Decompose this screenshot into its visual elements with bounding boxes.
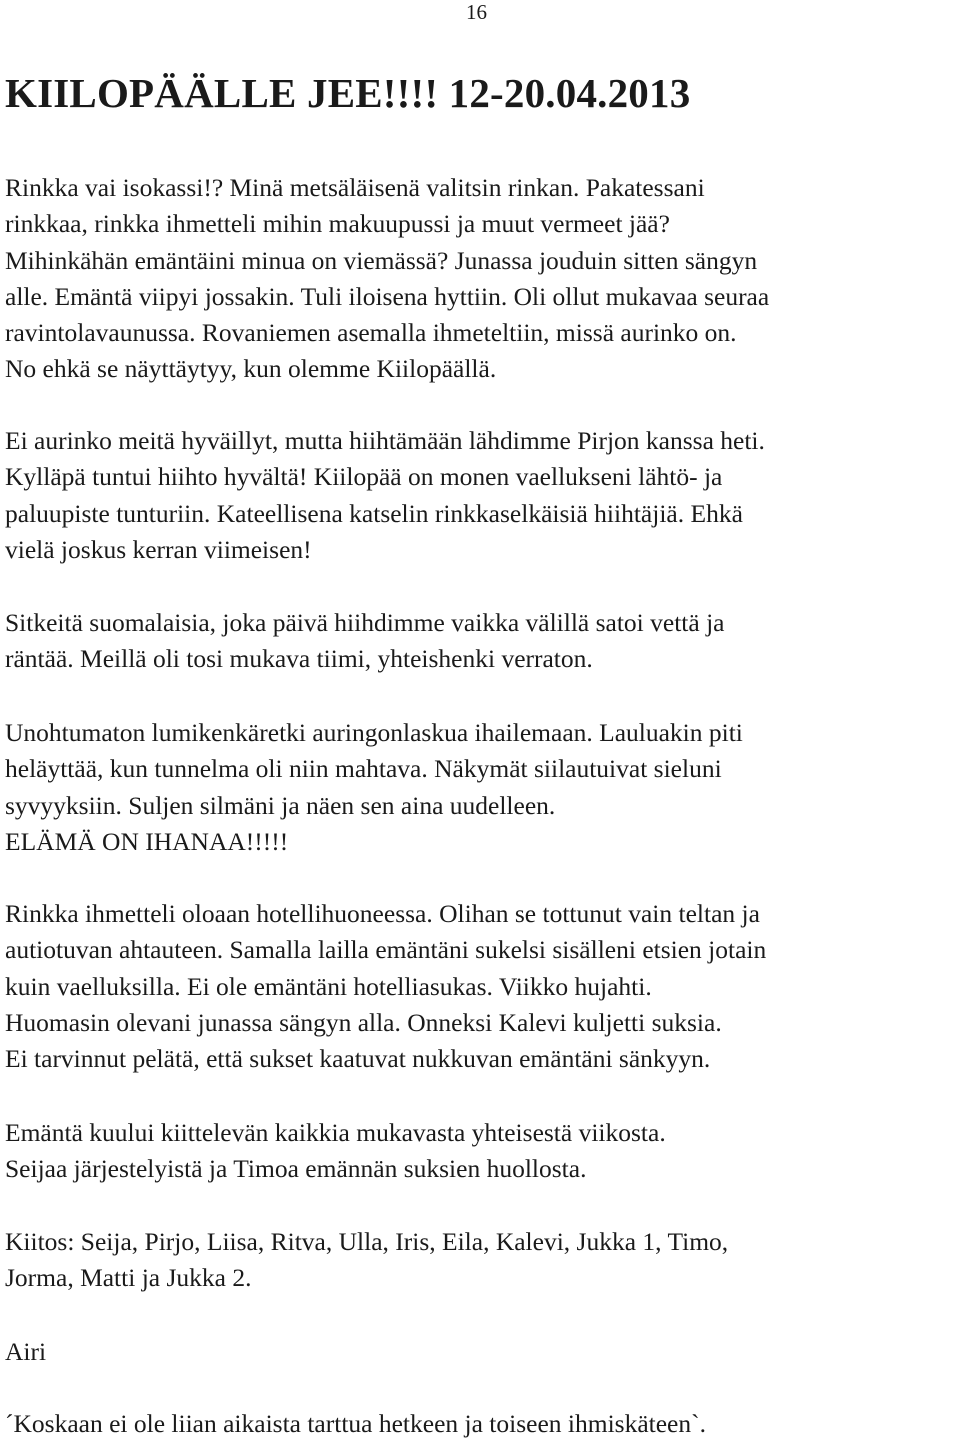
text-line: Mihinkähän emäntäini minua on viemässä? Junassa jouduin sitten sängyn — [5, 245, 758, 275]
paragraph-snowshoe — [5, 715, 957, 860]
text-line: Unohtumaton lumikenkäretki auringonlaskua ihailemaan. Lauluakin piti — [5, 718, 743, 747]
text-line: Rinkka ihmetteli oloaan hotellihuoneessa. Olihan se tottunut vain teltan ja — [5, 899, 760, 928]
text-line: Rinkka vai isokassi!? Minä metsäläisenä valitsin rinkan. Pakatessani — [5, 173, 705, 202]
text-line: Emäntä kuului kiittelevän kaikkia mukavasta yhteisestä viikosta. — [5, 1118, 666, 1147]
text-line: No ehkä se näyttäytyy, kun olemme Kiilopäällä. — [5, 354, 497, 384]
text-line: Jorma, Matti ja Jukka 2. — [5, 1263, 252, 1293]
text-line: alle. Emäntä viipyi jossakin. Tuli iloisena hyttiin. Oli ollut mukavaa seuraa — [5, 281, 770, 311]
author-name: Airi — [5, 1337, 47, 1366]
text-line: rinkkaa, rinkka ihmetteli mihin makuupussi ja muut vermeet jää? — [5, 209, 670, 239]
text-line: Kiitos: Seija, Pirjo, Liisa, Ritva, Ulla, Iris, Eila, Kalevi, Jukka 1, Timo, — [5, 1227, 729, 1256]
page-number: 16 — [466, 0, 487, 24]
text-line: syvyyksiin. Suljen silmäni ja näen sen aina uudelleen. — [5, 790, 556, 820]
paragraph-intro — [5, 170, 957, 388]
text-line: vielä joskus kerran viimeisen! — [5, 534, 312, 564]
paragraph-skiing — [5, 423, 957, 568]
text-line: Ei aurinko meitä hyväillyt, mutta hiihtämään lähdimme Pirjon kanssa heti. — [5, 426, 765, 455]
paragraph-team — [5, 605, 957, 678]
text-line: Ei tarvinnut pelätä, että sukset kaatuvat nukkuvan emäntäni sänkyyn. — [5, 1044, 711, 1074]
text-line: Sitkeitä suomalaisia, joka päivä hiihdimme vaikka välillä satoi vettä ja — [5, 608, 725, 637]
text-line: autiotuvan ahtauteen. Samalla lailla emäntäni sukelsi sisälleni etsien jotain — [5, 935, 767, 965]
text-line: Huomasin olevani junassa sängyn alla. Onneksi Kalevi kuljetti suksia. — [5, 1007, 722, 1037]
text-line: Kylläpä tuntui hiihto hyvältä! Kiilopää on monen vaellukseni lähtö- ja — [5, 462, 723, 492]
author-signature — [5, 1334, 957, 1370]
text-line: heläyttää, kun tunnelma oli niin mahtava. Näkymät siilautuivat sieluni — [5, 754, 722, 784]
text-line: räntää. Meillä oli tosi mukava tiimi, yhteishenki verraton. — [5, 644, 593, 674]
text-line: ELÄMÄ ON IHANAA!!!!! — [5, 826, 289, 856]
closing-quote — [5, 1406, 957, 1442]
quote-line: ´Koskaan ei ole liian aikaista tarttua hetkeen ja toiseen ihmiskäteen`. — [5, 1409, 706, 1438]
text-line: paluupiste tunturiin. Kateellisena katselin rinkkaselkäisiä hiihtäjiä. Ehkä — [5, 498, 743, 528]
paragraph-thanks-list — [5, 1224, 957, 1297]
text-line: kuin vaelluksilla. Ei ole emäntäni hotelliasukas. Viikko hujahti. — [5, 971, 652, 1001]
page-title: KIILOPÄÄLLE JEE!!!! 12-20.04.2013 — [5, 70, 691, 116]
paragraph-hotel — [5, 896, 957, 1077]
text-line: ravintolavaunussa. Rovaniemen asemalla ihmeteltiin, missä aurinko on. — [5, 318, 737, 348]
paragraph-thanks-intro — [5, 1115, 957, 1188]
text-line: Seijaa järjestelyistä ja Timoa emännän suksien huollosta. — [5, 1154, 587, 1184]
